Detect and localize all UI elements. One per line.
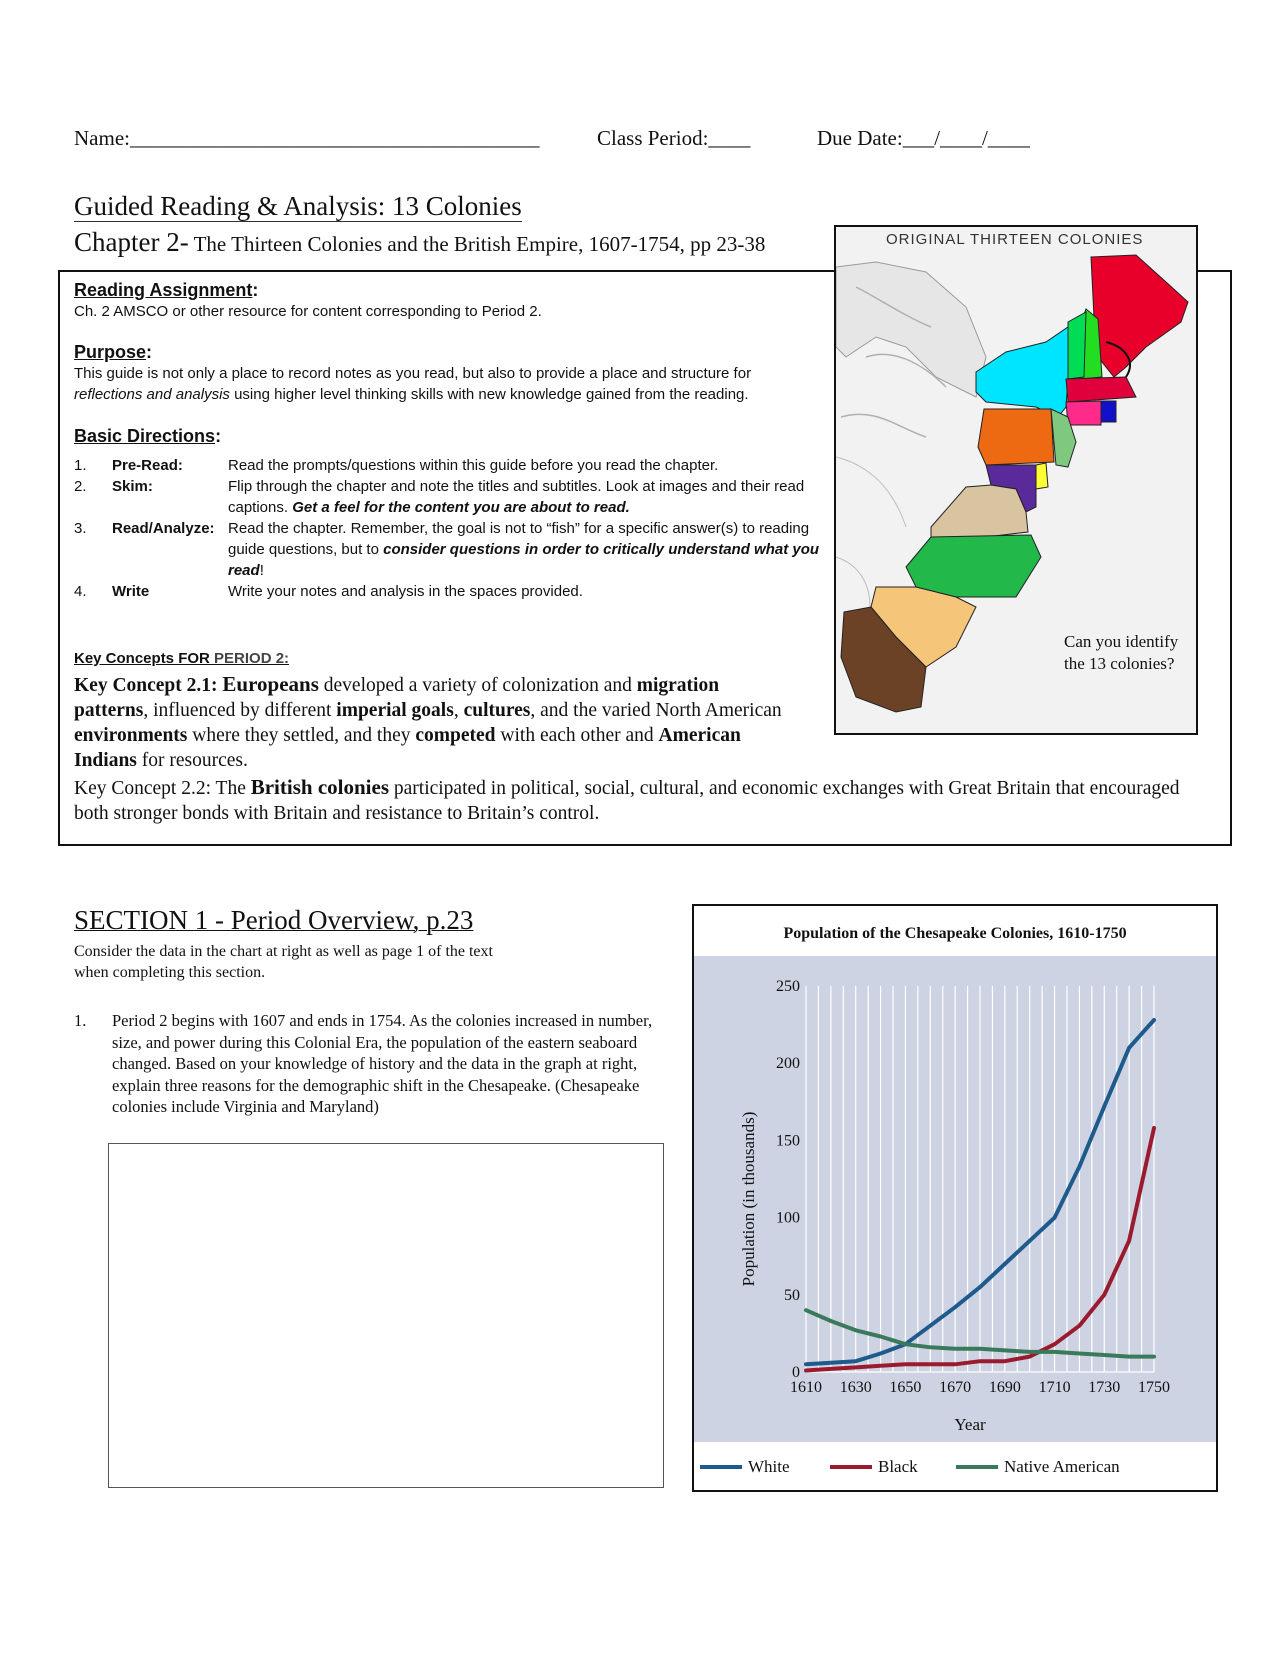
colony-vermont-area	[1068, 312, 1086, 379]
kc21-text: , and the varied North American	[530, 700, 782, 721]
kc21-word: competed	[415, 725, 496, 746]
y-tick-label: 50	[784, 1286, 800, 1304]
colonies-map	[834, 225, 1198, 735]
colony-new-york	[976, 327, 1068, 417]
kc21-word: migration patterns	[74, 675, 720, 721]
kc22-label: Key Concept 2.2: The	[74, 778, 251, 799]
class-period-field[interactable]: Class Period:____	[597, 126, 751, 150]
directions-heading: Basic Directions	[74, 426, 216, 446]
key-concepts-heading-a: Key Concepts FOR	[74, 650, 215, 667]
key-concepts-heading	[74, 650, 289, 667]
kc21-text: for resources.	[136, 750, 248, 771]
x-tick-label: 1710	[1038, 1379, 1071, 1396]
direction-num: 2.	[74, 478, 87, 495]
colony-virginia	[931, 485, 1028, 537]
direction-key: Write	[112, 583, 150, 600]
directions-colon: :	[215, 426, 222, 446]
kc21-label: Key Concept 2.1:	[74, 675, 223, 696]
y-tick-label: 0	[792, 1364, 800, 1381]
kc21-word: cultures	[463, 700, 531, 721]
colony-pennsylvania	[978, 409, 1054, 465]
direction-text	[228, 518, 844, 581]
reading-colon: :	[252, 280, 259, 300]
answer-box[interactable]	[108, 1143, 664, 1488]
great-lakes-region	[836, 262, 986, 397]
kc22-word: British colonies	[250, 775, 389, 799]
map-question: Can you identify the 13 colonies?	[1064, 632, 1179, 673]
kc21-text: developed a variety of colonization and	[318, 675, 637, 696]
population-chart	[692, 904, 1218, 1492]
purpose-text-2	[74, 384, 844, 405]
due-date-field[interactable]: Due Date:___/____/____	[817, 126, 1030, 150]
kc22-text: participated in political, social, cultural, and economic exchanges with Great Britain that encouraged both stronger bonds with Britain and resistance to Britain’s control.	[74, 778, 1180, 824]
purpose-italic: reflections and analysis	[74, 386, 230, 403]
direction-num: 3.	[74, 520, 87, 537]
directions-heading-row	[74, 426, 221, 447]
x-tick-label: 1730	[1088, 1379, 1121, 1396]
legend-label: Native American	[1004, 1457, 1120, 1476]
kc21-text: where they settled, and they	[187, 725, 416, 746]
directions-list	[74, 455, 844, 602]
direction-item	[74, 581, 844, 602]
kc21-word: environments	[74, 725, 188, 746]
kc21-text: ,	[453, 700, 464, 721]
x-axis-label: Year	[954, 1415, 986, 1434]
chapter-subtitle: The Thirteen Colonies and the British Empire, 1607-1754, pp 23-38	[188, 232, 766, 256]
chapter-prefix: Chapter 2-	[74, 227, 189, 257]
reading-heading: Reading Assignment	[74, 280, 253, 300]
colony-connecticut	[1066, 401, 1101, 425]
direction-text	[228, 476, 844, 518]
section-1-intro: Consider the data in the chart at right as well as page 1 of the text when completing this section.	[74, 943, 493, 981]
kc21-word: American Indians	[74, 725, 741, 771]
direction-text-tail: !	[259, 562, 264, 579]
direction-key: Skim:	[112, 478, 153, 495]
chapter-title	[74, 226, 765, 260]
legend-label: Black	[878, 1457, 918, 1476]
direction-num: 4.	[74, 583, 87, 600]
direction-item	[74, 455, 844, 476]
kc21-word: imperial goals	[336, 700, 454, 721]
direction-key: Pre-Read:	[112, 457, 183, 474]
question-1	[74, 1010, 674, 1118]
reading-assignment	[74, 280, 814, 322]
chart-title: Population of the Chesapeake Colonies, 1610-1750	[783, 925, 1127, 942]
x-tick-label: 1690	[988, 1379, 1021, 1396]
question-number: 1.	[74, 1011, 87, 1030]
colony-massachusetts-maine	[1091, 255, 1188, 377]
kc21-word: Europeans	[222, 672, 319, 696]
colony-north-carolina	[906, 535, 1041, 597]
kc21-text: with each other and	[495, 725, 659, 746]
kc21-text: , influenced by different	[143, 700, 337, 721]
key-concepts-heading-b: PERIOD 2:	[214, 650, 290, 667]
map-title: ORIGINAL THIRTEEN COLONIES	[886, 231, 1144, 248]
page-title: Guided Reading & Analysis: 13 Colonies	[74, 191, 522, 221]
direction-item	[74, 476, 844, 518]
key-concept-2-1	[74, 672, 794, 773]
reading-text: Ch. 2 AMSCO or other resource for content corresponding to Period 2.	[74, 303, 542, 320]
purpose	[74, 342, 844, 405]
direction-text-plain: Flip through the chapter and note the titles and subtitles. Look at images and their read captions.	[228, 478, 805, 516]
chart-svg	[694, 906, 1216, 1490]
x-tick-label: 1670	[939, 1379, 972, 1396]
direction-text: Write your notes and analysis in the spaces provided.	[228, 583, 583, 600]
direction-key: Read/Analyze:	[112, 520, 215, 537]
question-text: Period 2 begins with 1607 and ends in 1754. As the colonies increased in number, size, and power during this Colonial Era, the population of the eastern seaboard changed. Based on your knowledge of history and the data in the graph at right, explain three reasons for the demographic shift in the Chesapeake. (Chesapeake colonies include Virginia and Maryland)	[112, 1011, 653, 1116]
purpose-text-1: This guide is not only a place to record notes as you read, but also to provide a place and structure for	[74, 365, 752, 382]
legend-label: White	[748, 1457, 790, 1476]
y-tick-label: 250	[776, 978, 800, 995]
direction-text-plain: Read the chapter. Remember, the goal is not to “fish” for a specific answer(s) to reading guide questions, but to	[228, 520, 810, 558]
direction-text: Read the prompts/questions within this guide before you read the chapter.	[228, 457, 719, 474]
x-tick-label: 1650	[889, 1379, 922, 1396]
colony-delaware	[1036, 463, 1048, 489]
section-1-title: SECTION 1 - Period Overview, p.23	[74, 905, 474, 935]
name-field[interactable]: Name:_______________________________________	[74, 126, 540, 150]
y-axis-label: Population (in thousands)	[739, 1111, 758, 1287]
y-tick-label: 200	[776, 1055, 800, 1073]
x-tick-label: 1630	[839, 1379, 872, 1396]
direction-num: 1.	[74, 457, 87, 474]
colony-rhode-island	[1101, 401, 1116, 422]
direction-text-italic: consider questions in order to critically understand what you read	[228, 541, 820, 579]
key-concept-2-2	[74, 775, 1214, 826]
direction-item	[74, 518, 844, 581]
purpose-rest: using higher level thinking skills with new knowledge gained from the reading.	[229, 386, 749, 403]
colony-massachusetts	[1066, 377, 1136, 402]
x-tick-label: 1750	[1138, 1379, 1170, 1396]
y-tick-label: 150	[776, 1132, 800, 1150]
x-tick-label: 1610	[790, 1379, 822, 1396]
y-tick-label: 100	[776, 1209, 800, 1227]
purpose-colon: :	[146, 342, 153, 362]
direction-text-italic: Get a feel for the content you are about to read.	[292, 499, 630, 516]
purpose-heading: Purpose	[74, 342, 147, 362]
